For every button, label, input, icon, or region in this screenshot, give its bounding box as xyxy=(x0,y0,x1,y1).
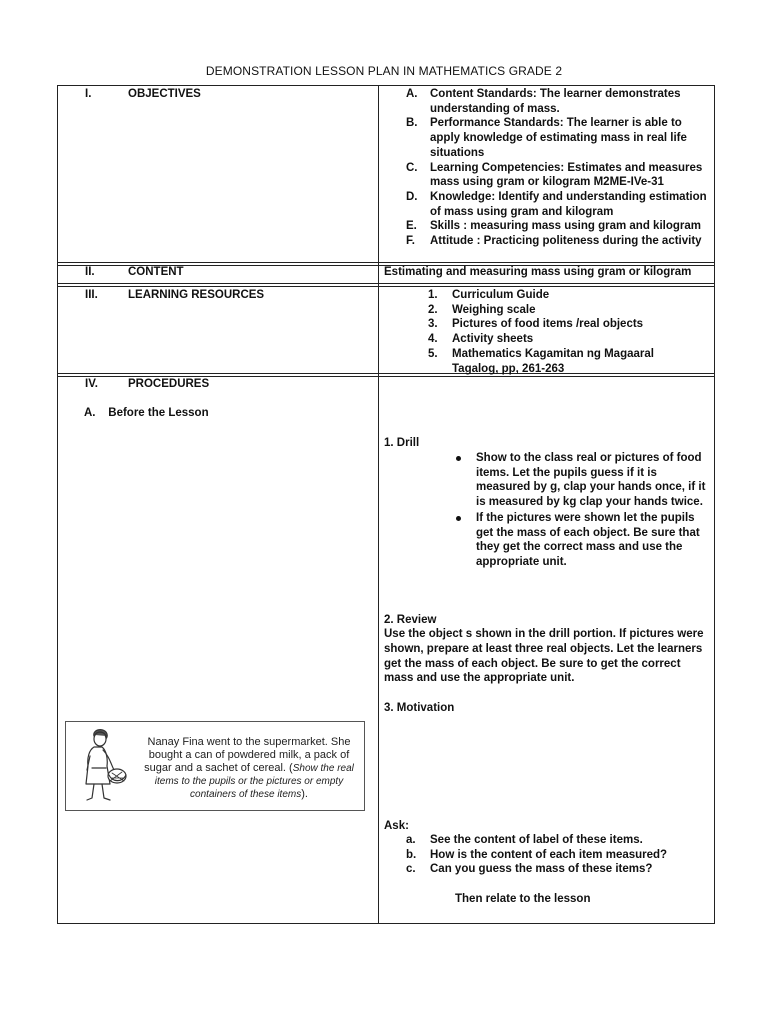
objectives-heading: OBJECTIVES xyxy=(128,88,201,100)
bullet-icon xyxy=(456,456,461,461)
procedures-number: IV. xyxy=(85,378,99,390)
resources-list xyxy=(380,288,680,376)
document-title: DEMONSTRATION LESSON PLAN IN MATHEMATICS GRADE 2 xyxy=(205,64,563,78)
woman-with-basket-illustration xyxy=(72,726,134,806)
resources-heading: LEARNING RESOURCES xyxy=(128,289,265,301)
list-item: b. How is the content of each item measured? xyxy=(406,848,668,861)
list-item: A. Content Standards: The learner demonstrates understanding of mass. xyxy=(406,88,681,115)
objectives-list xyxy=(384,87,710,249)
objectives-number: I. xyxy=(85,88,92,100)
list-item: c. Can you guess the mass of these items? xyxy=(406,863,653,876)
before-lesson-heading: A. Before the Lesson xyxy=(84,407,209,419)
content-text: Estimating and measuring mass using gram or kilogram xyxy=(384,266,692,278)
resources-number: III. xyxy=(85,289,98,301)
bullet-icon xyxy=(456,516,461,521)
row-divider xyxy=(58,262,714,263)
list-item: Show to the class real or pictures of food items. Let the pupils guess if it is measured by g, clap your hands once, if it is measured by kg clap your hands twice. xyxy=(384,451,710,509)
ask-label: Ask: xyxy=(384,820,409,832)
row-divider xyxy=(58,286,714,287)
list-item: 3. Pictures of food items /real objects xyxy=(428,318,644,331)
list-item: F. Attitude : Practicing politeness during the activity xyxy=(406,235,702,248)
review-heading: 2. Review xyxy=(384,614,437,626)
ask-list xyxy=(384,833,710,877)
closing-text: Then relate to the lesson xyxy=(455,893,591,905)
content-heading: CONTENT xyxy=(128,266,184,278)
list-item: a. See the content of label of these items. xyxy=(406,834,643,846)
row-divider xyxy=(58,283,714,284)
procedures-heading: PROCEDURES xyxy=(128,378,210,390)
column-divider xyxy=(378,86,379,923)
list-item: If the pictures were shown let the pupils get the mass of each object. Be sure that they get the correct mass and use the appropriate unit. xyxy=(384,511,710,569)
review-text: Use the object s shown in the drill portion. If pictures were shown, prepare at least three real objects. Let the learners get the mass of each object. Be sure to get the correct mass and use the appropriate unit. xyxy=(384,628,704,685)
drill-bullets xyxy=(384,451,710,571)
story-box xyxy=(65,721,365,811)
motivation-heading: 3. Motivation xyxy=(384,702,455,714)
list-item: 1. Curriculum Guide xyxy=(428,289,550,301)
list-item: 5. Mathematics Kagamitan ng Magaaral Tagalog, pp, 261-263 xyxy=(428,347,654,375)
list-item: E. Skills : measuring mass using gram and kilogram xyxy=(406,220,701,233)
drill-heading: 1. Drill xyxy=(384,437,420,449)
story-text: Nanay Fina went to the supermarket. She bought a can of powdered milk, a pack of sugar and a sachet of cereal. (Show the real items to the pupils or the pictures or empty containers of these items). xyxy=(144,736,354,800)
list-item: 4. Activity sheets xyxy=(428,333,534,346)
content-number: II. xyxy=(85,266,95,278)
list-item: C. Learning Competencies: Estimates and measures mass using gram or kilogram M2ME-IVe-31 xyxy=(406,161,703,189)
list-item: D. Knowledge: Identify and understanding estimation of mass using gram and kilogram xyxy=(406,190,707,218)
list-item: 2. Weighing scale xyxy=(428,303,536,316)
list-item: B. Performance Standards: The learner is able to apply knowledge of estimating mass in real life situations xyxy=(406,117,687,159)
